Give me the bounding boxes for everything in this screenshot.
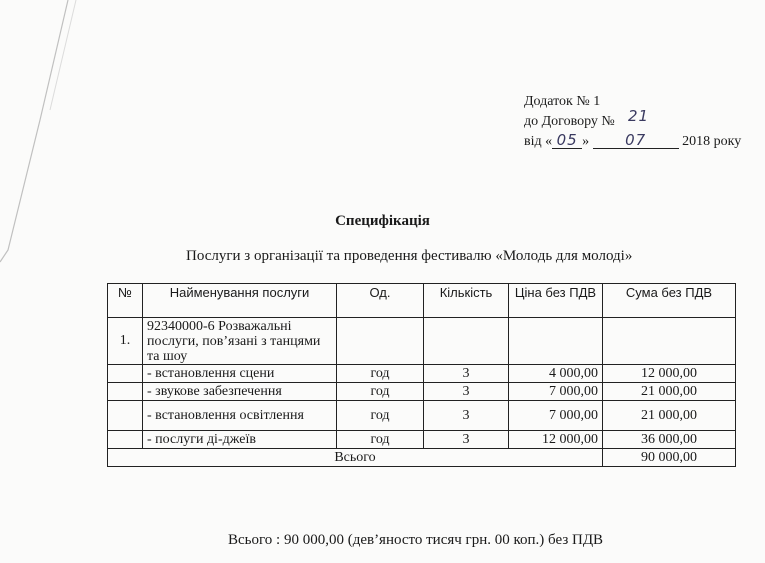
header-qty: Кількість [424,284,509,318]
annex-contract-label: до Договору № [524,114,615,129]
cell-unit: год [337,431,424,449]
table-row [108,431,736,449]
cell-unit: год [337,383,424,401]
page-fold-shadow [0,0,110,563]
cell-name: - встановлення освітлення [143,401,337,431]
cell-sum: 12 000,00 [603,365,736,383]
annex-date-mid: » [582,134,590,149]
cell-qty: 3 [424,401,509,431]
cell-no [108,401,143,431]
cell-sum [603,318,736,365]
specification-table [107,283,736,467]
cell-qty [424,318,509,365]
header-sum: Сума без ПДВ [603,284,736,318]
cell-name: - встановлення сцени [143,365,337,383]
cell-price: 12 000,00 [509,431,603,449]
cell-name: 92340000-6 Розважальні послуги, пов’язані з танцями та шоу [143,318,337,365]
table-row-main-service [108,318,736,365]
table-row [108,383,736,401]
cell-name: - послуги ді-джеїв [143,431,337,449]
cell-qty: 3 [424,365,509,383]
header-name: Найменування послуги [143,284,337,318]
cell-sum: 36 000,00 [603,431,736,449]
table-total-row [108,449,736,467]
annex-line2 [524,107,741,132]
total-value: 90 000,00 [603,449,736,467]
total-in-words: Всього : 90 000,00 (дев’яносто тисяч грн. 00 коп.) без ПДВ [228,532,604,548]
cell-name: - звукове забезпечення [143,383,337,401]
cell-no: 1. [108,318,143,365]
header-price: Ціна без ПДВ [509,284,603,318]
total-label: Всього [108,449,603,467]
day-handwritten: 05 [552,132,582,149]
annex-date-prefix: від « [524,134,553,149]
cell-price: 7 000,00 [509,383,603,401]
cell-unit [337,318,424,365]
cell-no [108,383,143,401]
document-title: Специфікація [335,213,430,229]
cell-sum: 21 000,00 [603,383,736,401]
contract-number-handwritten: 21 [628,107,650,125]
cell-qty: 3 [424,383,509,401]
annex-year: 2018 року [682,134,742,149]
table-header-row [108,284,736,318]
cell-unit: год [337,401,424,431]
table-row [108,401,736,431]
cell-qty: 3 [424,431,509,449]
cell-sum: 21 000,00 [603,401,736,431]
header-no: № [108,284,143,318]
annex-line1: Додаток № 1 [524,94,601,109]
annex-line3 [524,132,741,152]
cell-price [509,318,603,365]
cell-price: 7 000,00 [509,401,603,431]
cell-unit: год [337,365,424,383]
cell-price: 4 000,00 [509,365,603,383]
header-unit: Од. [337,284,424,318]
table-row [108,365,736,383]
cell-no [108,431,143,449]
cell-no [108,365,143,383]
document-subtitle: Послуги з організації та проведення фестивалю «Молодь для молоді» [186,248,633,264]
annex-block [524,92,741,152]
month-handwritten: 07 [593,132,679,149]
